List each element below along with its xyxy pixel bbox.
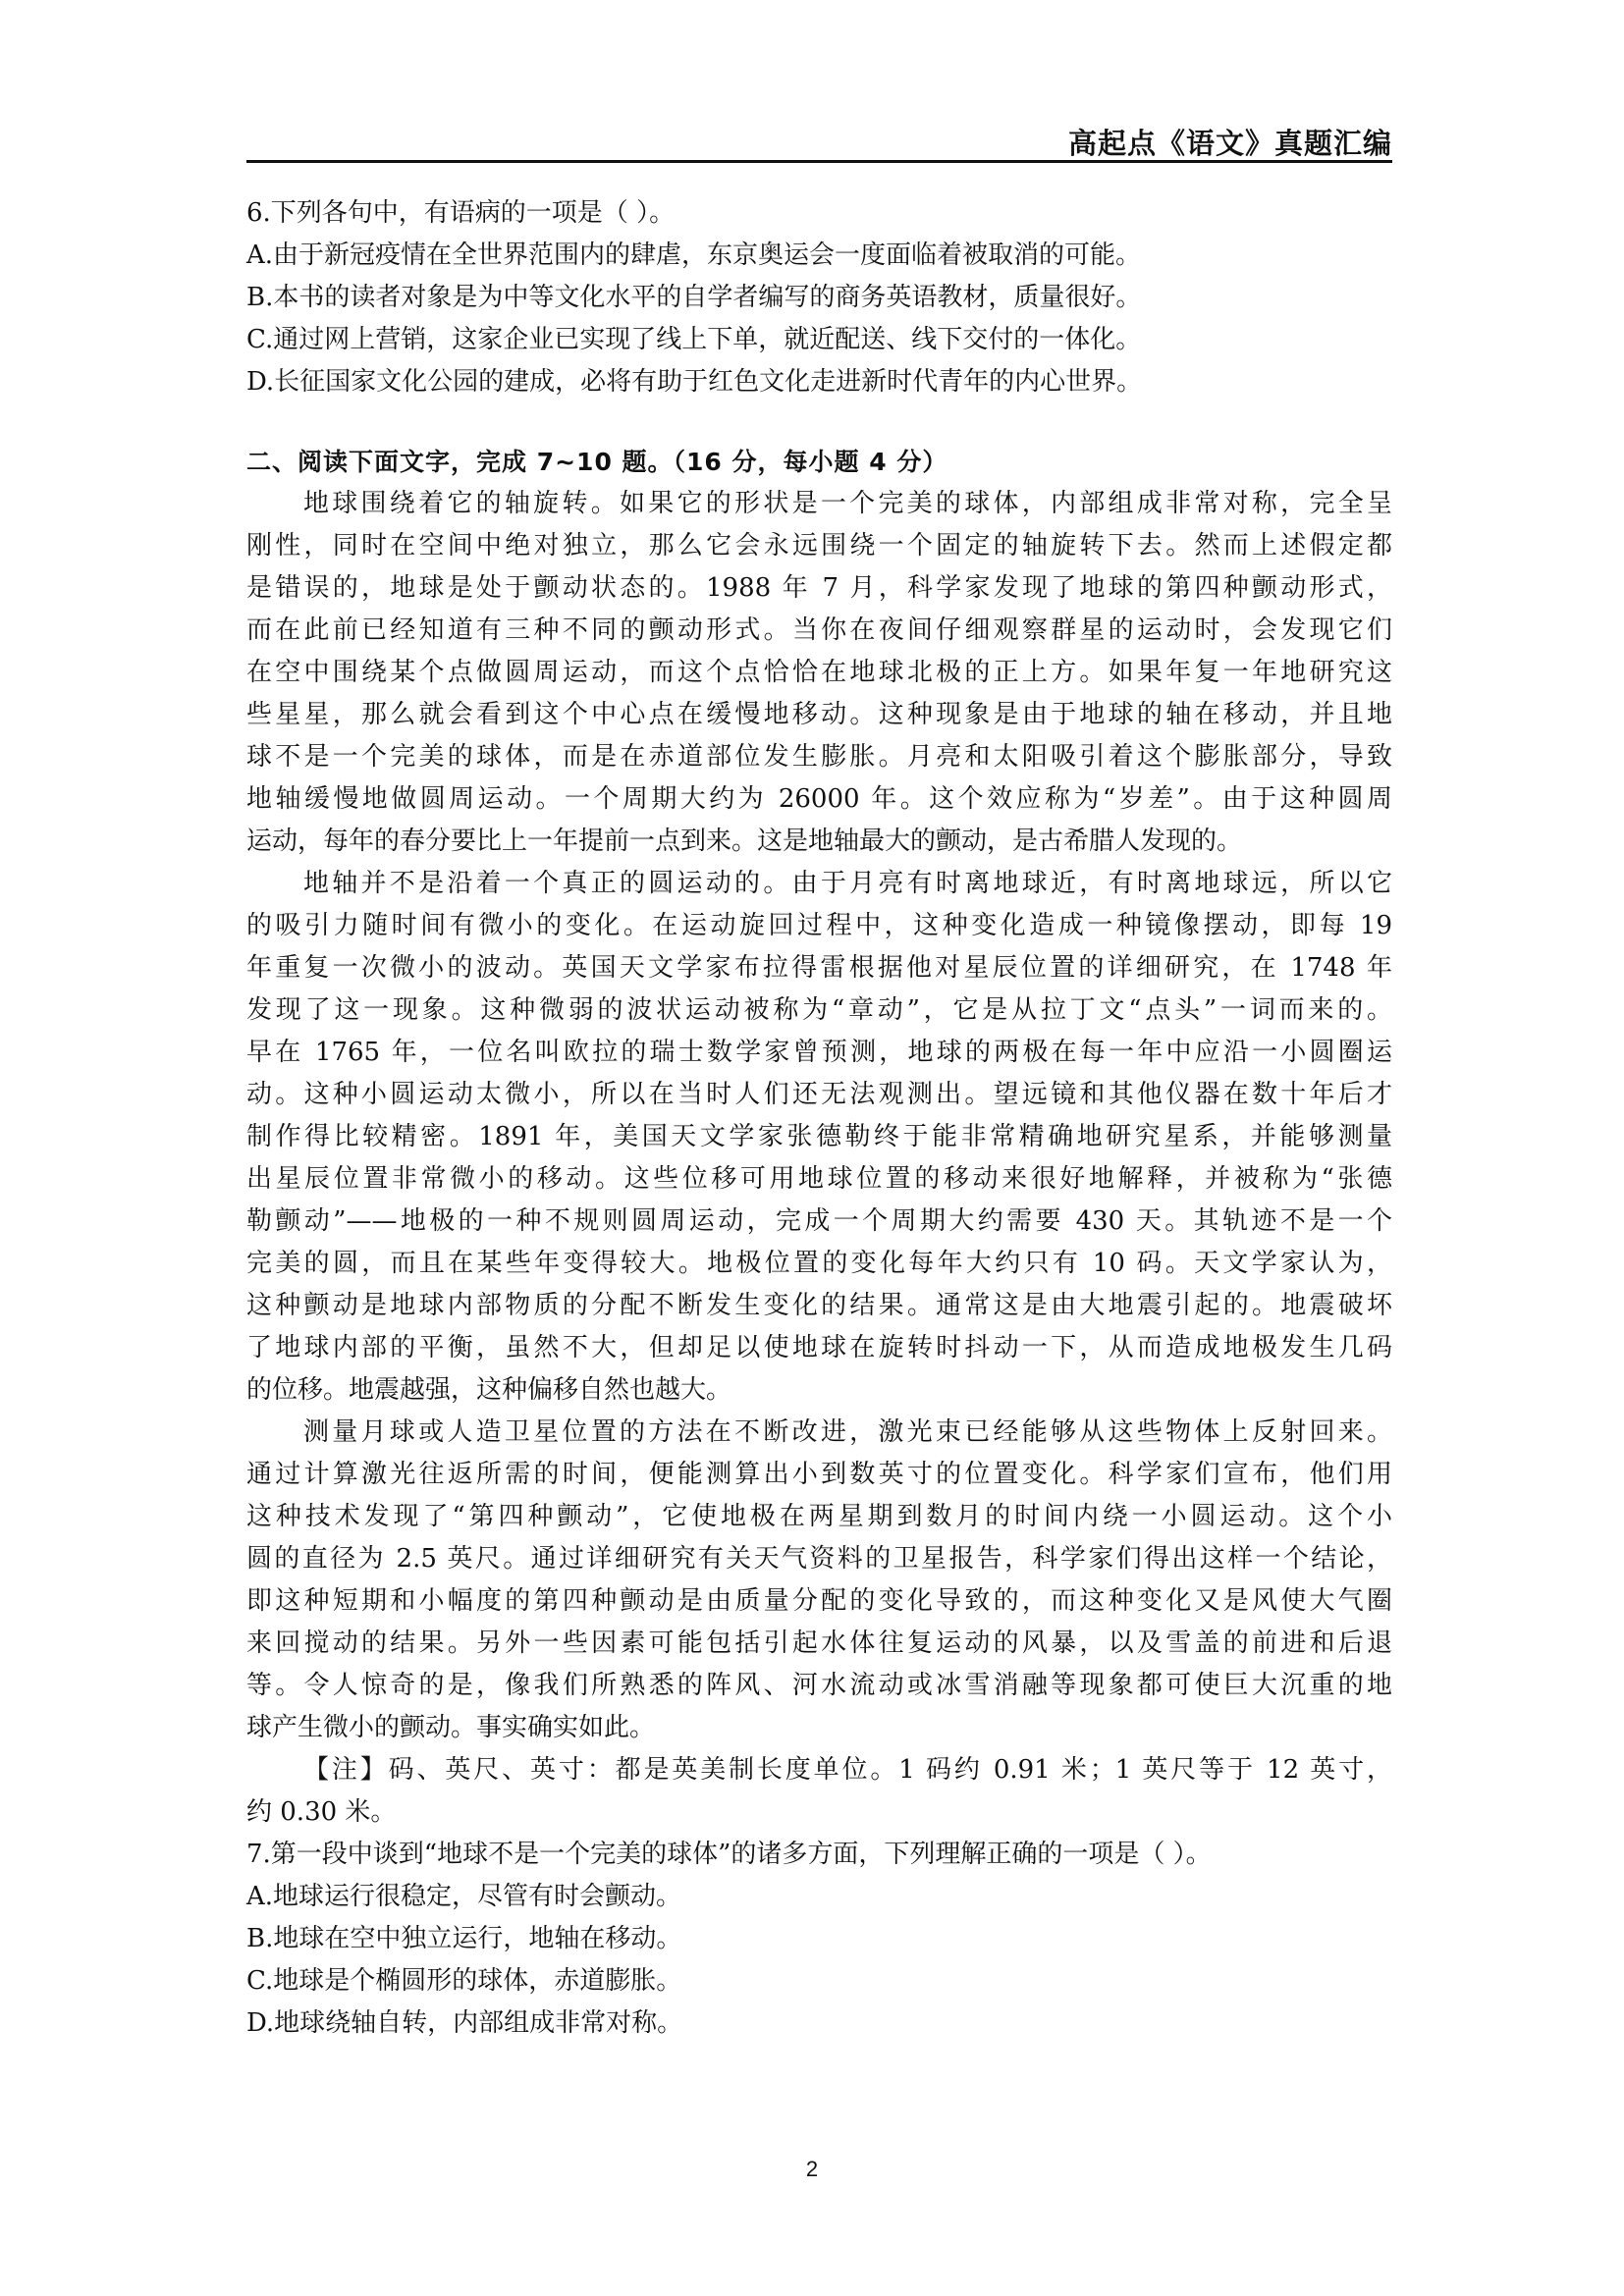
- passage-line: 球不是一个完美的球体，而是在赤道部位发生膨胀。月亮和太阳吸引着这个膨胀部分，导致: [246, 742, 1392, 772]
- passage-line: 在空中围绕某个点做圆周运动，而这个点恰恰在地球北极的正上方。如果年复一年地研究这: [246, 658, 1392, 687]
- passage-paragraph-2: [246, 863, 1392, 1412]
- passage-line: 地轴缓慢地做圆周运动。一个周期大约为 26000 年。这个效应称为“岁差”。由于这种圆周: [246, 784, 1392, 814]
- passage-line: 刚性，同时在空间中绝对独立，那么它会永远围绕一个固定的轴旋转下去。然而上述假定都: [246, 531, 1392, 561]
- question-6-stem: 6.下列各句中，有语病的一项是（ ）。: [246, 198, 676, 228]
- passage-line: 勒颤动”——地极的一种不规则圆周运动，完成一个周期大约需要 430 天。其轨迹不是一个: [246, 1206, 1392, 1236]
- passage-line: 的位移。地震越强，这种偏移自然也越大。: [246, 1375, 732, 1405]
- passage-line: 圆的直径为 2.5 英尺。通过详细研究有关天气资料的卫星报告，科学家们得出这样一个结论，: [246, 1544, 1392, 1574]
- header-title: 高起点《语文》真题汇编: [1067, 127, 1392, 160]
- header-divider: [246, 160, 1392, 163]
- passage-line: 发现了这一现象。这种微弱的波状运动被称为“章动”，它是从拉丁文“点头”一词而来的。: [246, 995, 1392, 1025]
- passage-line: 球产生微小的颤动。事实确实如此。: [246, 1713, 656, 1742]
- page-content: [246, 192, 1392, 2045]
- passage-line: 的吸引力随时间有微小的变化。在运动旋回过程中，这种变化造成一种镜像摆动，即每 19: [246, 911, 1392, 940]
- question-6-option-a: A.由于新冠疫情在全世界范围内的肆虐，东京奥运会一度面临着被取消的可能。: [246, 240, 1142, 270]
- passage-line: 制作得比较精密。1891 年，美国天文学家张德勒终于能非常精确地研究星系，并能够测量: [246, 1122, 1392, 1151]
- passage-line: 这种技术发现了“第四种颤动”，它使地极在两星期到数月的时间内绕一小圆运动。这个小: [246, 1502, 1392, 1531]
- passage-note: [246, 1749, 1392, 1834]
- note-line: 【注】码、英尺、英寸：都是英美制长度单位。1 码约 0.91 米；1 英尺等于 12 英寸，: [303, 1755, 1392, 1785]
- passage-paragraph-3: [246, 1412, 1392, 1749]
- passage-line: 而在此前已经知道有三种不同的颤动形式。当你在夜间仔细观察群星的运动时，会发现它们: [246, 615, 1392, 645]
- question-6-option-d: D.长征国家文化公园的建成，必将有助于红色文化走进新时代青年的内心世界。: [246, 367, 1143, 397]
- passage-line: 等。令人惊奇的是，像我们所熟悉的阵风、河水流动或冰雪消融等现象都可使巨大沉重的地: [246, 1671, 1392, 1700]
- passage-line: 早在 1765 年，一位名叫欧拉的瑞士数学家曾预测，地球的两极在每一年中应沿一小圆圈运: [246, 1038, 1392, 1067]
- section-heading: 二、阅读下面文字，完成 7~10 题。（16 分，每小题 4 分）: [246, 448, 948, 476]
- passage-line: 测量月球或人造卫星位置的方法在不断改进，激光束已经能够从这些物体上反射回来。: [303, 1417, 1392, 1447]
- passage-paragraph-1: [246, 483, 1392, 863]
- passage-line: 完美的圆，而且在某些年变得较大。地极位置的变化每年大约只有 10 码。天文学家认为，: [246, 1249, 1392, 1278]
- question-6: [246, 192, 1392, 403]
- note-line: 约 0.30 米。: [246, 1797, 397, 1827]
- passage-line: 地球围绕着它的轴旋转。如果它的形状是一个完美的球体，内部组成非常对称，完全呈: [303, 489, 1392, 518]
- question-6-option-c: C.通过网上营销，这家企业已实现了线上下单，就近配送、线下交付的一体化。: [246, 325, 1142, 354]
- passage-line: 年重复一次微小的波动。英国天文学家布拉得雷根据他对星辰位置的详细研究，在 1748 年: [246, 953, 1392, 983]
- question-7: [246, 1834, 1392, 2045]
- passage-line: 动。这种小圆运动太微小，所以在当时人们还无法观测出。望远镜和其他仪器在数十年后才: [246, 1080, 1392, 1109]
- passage-line: 来回搅动的结果。另外一些因素可能包括引起水体往复运动的风暴，以及雪盖的前进和后退: [246, 1629, 1392, 1658]
- question-7-option-d: D.地球绕轴自转，内部组成非常对称。: [246, 2008, 683, 2038]
- passage-line: 这种颤动是地球内部物质的分配不断发生变化的结果。通常这是由大地震引起的。地震破坏: [246, 1291, 1392, 1320]
- question-6-option-b: B.本书的读者对象是为中等文化水平的自学者编写的商务英语教材，质量很好。: [246, 283, 1142, 312]
- passage-line: 运动，每年的春分要比上一年提前一点到来。这是地轴最大的颤动，是古希腊人发现的。: [246, 827, 1243, 856]
- passage-line: 了地球内部的平衡，虽然不大，但却足以使地球在旋转时抖动一下，从而造成地极发生几码: [246, 1333, 1392, 1362]
- passage-line: 即这种短期和小幅度的第四种颤动是由质量分配的变化导致的，而这种变化又是风使大气圈: [246, 1586, 1392, 1616]
- passage-line: 是错误的，地球是处于颤动状态的。1988 年 7 月，科学家发现了地球的第四种颤动形式，: [246, 573, 1392, 603]
- passage-line: 些星星，那么就会看到这个中心点在缓慢地移动。这种现象是由于地球的轴在移动，并且地: [246, 700, 1392, 729]
- question-7-stem: 7.第一段中谈到“地球不是一个完美的球体”的诸多方面，下列理解正确的一项是（ ）。: [246, 1840, 1212, 1869]
- question-7-option-c: C.地球是个椭圆形的球体，赤道膨胀。: [246, 1966, 682, 1996]
- passage-line: 地轴并不是沿着一个真正的圆运动的。由于月亮有时离地球近，有时离地球远，所以它: [303, 869, 1392, 898]
- question-7-option-a: A.地球运行很稳定，尽管有时会颤动。: [246, 1882, 682, 1911]
- page-number: 2: [805, 2157, 819, 2181]
- question-7-option-b: B.地球在空中独立运行，地轴在移动。: [246, 1924, 682, 1953]
- passage-line: 通过计算激光往返所需的时间，便能测算出小到数英寸的位置变化。科学家们宣布，他们用: [246, 1460, 1392, 1489]
- passage-line: 出星辰位置非常微小的移动。这些位移可用地球位置的移动来很好地解释，并被称为“张德: [246, 1164, 1392, 1194]
